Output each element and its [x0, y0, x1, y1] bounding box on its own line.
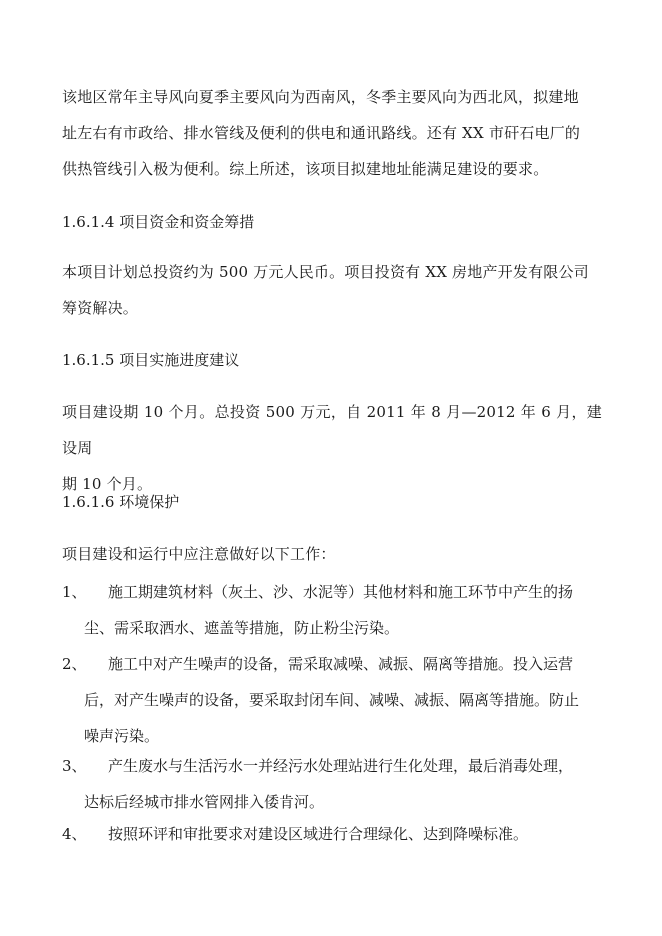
list-item-number: 3、 [62, 757, 87, 775]
list-item [62, 816, 602, 852]
section-heading-1616: 1.6.1.6 环境保护 [62, 493, 180, 511]
section-heading-1615: 1.6.1.5 项目实施进度建议 [62, 351, 240, 369]
list-item-first-line: 施工中对产生噪声的设备，需采取减噪、减振、隔离等措施。投入运营 [108, 655, 574, 673]
funding-paragraph [62, 254, 602, 326]
site-paragraph-line: 该地区常年主导风向夏季主要风向为西南风，冬季主要风向为西北风，拟建地 [62, 88, 579, 106]
list-item-line: 噪声污染。 [84, 727, 160, 745]
funding-paragraph-line: 筹资解决。 [62, 299, 139, 317]
list-item-first-line: 施工期建筑材料（灰土、沙、水泥等）其他材料和施工环节中产生的扬 [108, 583, 574, 601]
site-paragraph [62, 79, 602, 187]
list-item-line: 后，对产生噪声的设备，要采取封闭车间、减噪、减振、隔离等措施。防止 [84, 691, 580, 709]
list-item-number: 2、 [62, 655, 87, 673]
funding-paragraph-line: 本项目计划总投资约为 500 万元人民币。项目投资有 XX 房地产开发有限公司 [62, 263, 589, 281]
section-heading-1614: 1.6.1.4 项目资金和资金筹措 [62, 213, 255, 231]
schedule-paragraph-line: 期 10 个月。 [62, 475, 153, 493]
environment-intro: 项目建设和运行中应注意做好以下工作： [62, 545, 336, 563]
list-item-number: 1、 [62, 583, 87, 601]
list-item-number: 4、 [62, 825, 87, 843]
site-paragraph-line: 供热管线引入极为便利。综上所述，该项目拟建地址能满足建设的要求。 [62, 160, 549, 178]
schedule-paragraph-line: 项目建设期 10 个月。总投资 500 万元，自 2011 年 8 月—2012 年 6 月，建设周 [62, 403, 602, 457]
list-item-line: 达标后经城市排水管网排入倭肯河。 [84, 793, 325, 811]
site-paragraph-line: 址左右有市政给、排水管线及便利的供电和通讯路线。还有 XX 市矸石电厂的 [62, 124, 581, 142]
list-item-first-line: 产生废水与生活污水一并经污水处理站进行生化处理，最后消毒处理， [108, 757, 574, 775]
list-item [62, 574, 602, 646]
list-item-first-line: 按照环评和审批要求对建设区域进行合理绿化、达到降噪标准。 [108, 825, 529, 843]
list-item [62, 646, 602, 754]
list-item-line: 尘、需采取洒水、遮盖等措施，防止粉尘污染。 [84, 619, 400, 637]
list-item [62, 748, 602, 820]
